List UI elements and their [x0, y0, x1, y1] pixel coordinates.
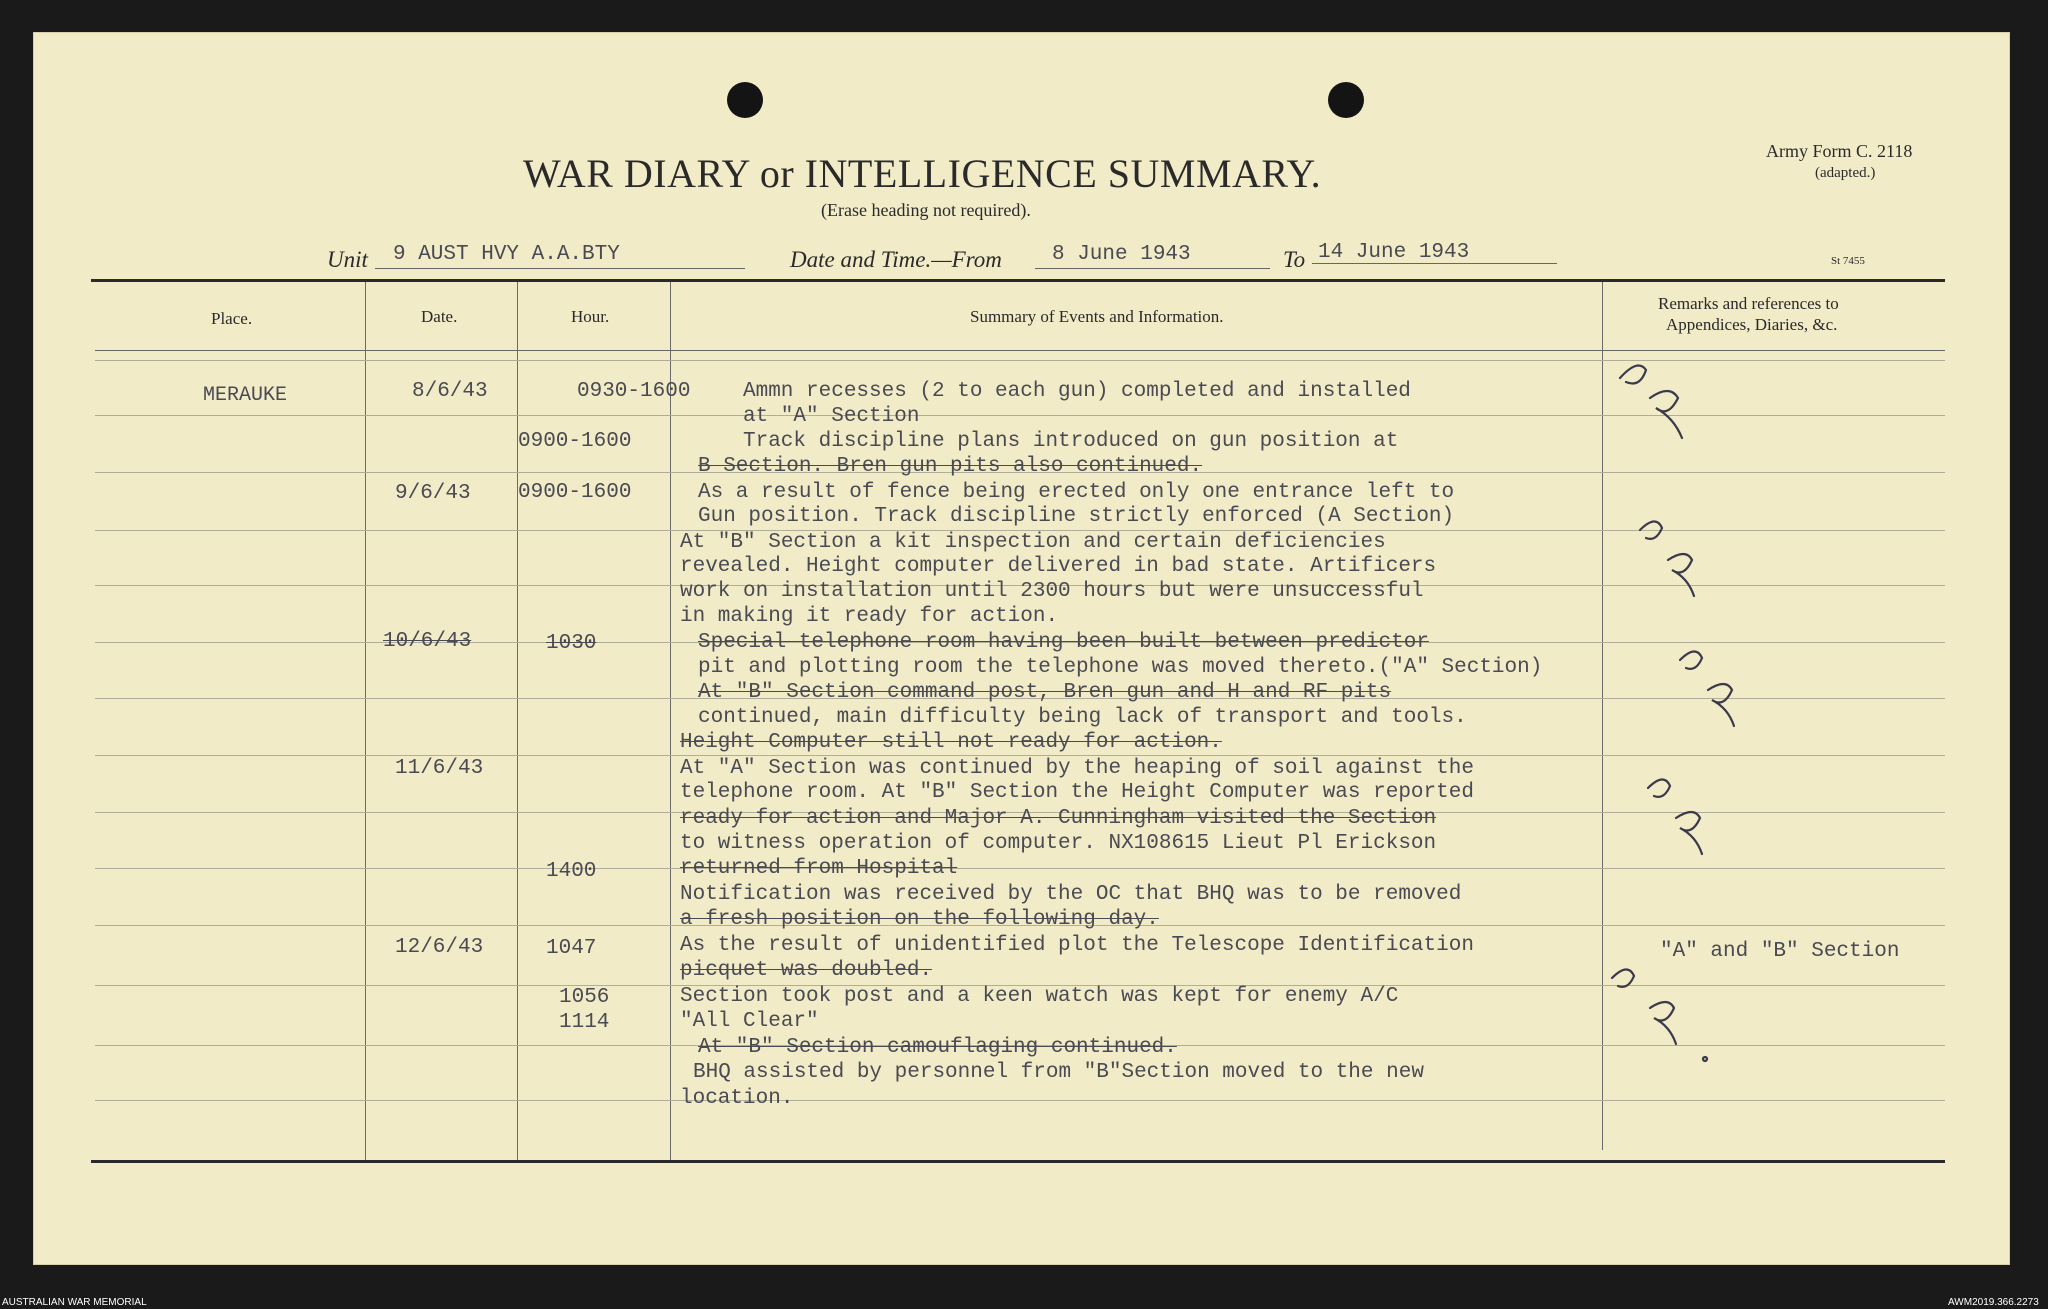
col-divider-4	[1602, 282, 1603, 1150]
date-to-label: To	[1283, 247, 1306, 272]
army-form-number: Army Form C. 2118	[1766, 141, 1913, 161]
ruled-line	[95, 360, 1945, 361]
summary-line: BHQ assisted by personnel from "B"Section moved to the new	[693, 1061, 1424, 1084]
col-divider-2	[517, 282, 518, 1160]
table-bottom-border	[91, 1160, 1945, 1163]
summary-line: At "B" Section command post, Bren gun and H and RF pits	[698, 681, 1392, 704]
col-header-date: Date.	[421, 307, 458, 326]
ruled-line	[95, 755, 1945, 756]
form-title: WAR DIARY or INTELLIGENCE SUMMARY.	[523, 151, 1322, 196]
date-from-label: Date and Time.—From	[790, 247, 1002, 272]
col-header-remarks-1: Remarks and references to	[1658, 294, 1839, 313]
ruled-line	[95, 1100, 1945, 1101]
form-subtitle: (Erase heading not required).	[821, 200, 1031, 220]
summary-line: to witness operation of computer. NX108615 Lieut Pl Erickson	[680, 832, 1437, 855]
entry-hour-4: 1030	[546, 632, 597, 655]
summary-line: Section took post and a keen watch was kept for enemy A/C	[680, 985, 1399, 1008]
entry-hour-8: 1114	[559, 1011, 610, 1034]
table-top-border	[91, 279, 1945, 282]
entry-hour-3: 0900-1600	[518, 481, 632, 504]
summary-line: picquet was doubled.	[680, 959, 933, 982]
summary-line: in making it ready for action.	[680, 605, 1059, 628]
summary-line: B Section. Bren gun pits also continued.	[698, 455, 1203, 478]
summary-line: ready for action and Major A. Cunningham visited the Section	[680, 807, 1437, 830]
summary-line: continued, main difficulty being lack of transport and tools.	[698, 706, 1467, 729]
summary-line: Gun position. Track discipline strictly enforced (A Section)	[698, 505, 1455, 528]
punch-hole-left	[727, 82, 763, 118]
date-to-value: 14 June 1943	[1318, 241, 1470, 264]
entry-hour-5: 1400	[546, 860, 597, 883]
summary-line: At "B" Section a kit inspection and certain deficiencies	[680, 531, 1386, 554]
summary-line: Special telephone room having been built between predictor	[698, 631, 1429, 654]
date-from-value: 8 June 1943	[1052, 243, 1191, 266]
summary-line: pit and plotting room the telephone was moved thereto.("A" Section)	[698, 656, 1543, 679]
punch-hole-right	[1328, 82, 1364, 118]
summary-line: Height Computer still not ready for action.	[680, 731, 1222, 754]
summary-line: At "A" Section was continued by the heaping of soil against the	[680, 757, 1474, 780]
summary-line: at "A" Section	[743, 405, 920, 428]
summary-line: a fresh position on the following day.	[680, 908, 1159, 931]
entry-date-2: 9/6/43	[395, 482, 471, 505]
summary-line: As a result of fence being erected only one entrance left to	[698, 481, 1455, 504]
col-header-remarks-2: Appendices, Diaries, &c.	[1666, 315, 1838, 334]
stock-number: St 7455	[1831, 255, 1865, 267]
remarks-entry: "A" and "B" Section	[1660, 940, 1900, 963]
col-header-place: Place.	[211, 309, 253, 328]
entry-hour-7: 1056	[559, 986, 610, 1009]
entry-date-1: 8/6/43	[412, 380, 488, 403]
summary-line: work on installation until 2300 hours but were unsuccessful	[680, 580, 1424, 603]
summary-line: Track discipline plans introduced on gun position at	[743, 430, 1399, 453]
summary-line: At "B" Section camouflaging continued.	[698, 1036, 1177, 1059]
summary-line: telephone room. At "B" Section the Height Computer was reported	[680, 781, 1474, 804]
col-header-hour: Hour.	[571, 307, 610, 326]
army-form-adapted: (adapted.)	[1815, 165, 1876, 181]
summary-line: Notification was received by the OC that BHQ was to be removed	[680, 883, 1462, 906]
header-row-rule	[95, 350, 1945, 351]
summary-line: returned from Hospital	[680, 857, 958, 880]
col-divider-3	[670, 282, 671, 1160]
entry-hour-1: 0930-1600	[577, 380, 691, 403]
entry-hour-6: 1047	[546, 937, 597, 960]
ruled-line	[95, 415, 1945, 416]
entry-place: MERAUKE	[203, 384, 288, 407]
col-header-summary: Summary of Events and Information.	[970, 307, 1224, 326]
col-divider-1	[365, 282, 366, 1160]
entry-date-5: 12/6/43	[395, 936, 484, 959]
unit-value: 9 AUST HVY A.A.BTY	[393, 243, 620, 266]
unit-underline	[375, 268, 745, 269]
footer-credit: AUSTRALIAN WAR MEMORIAL	[2, 1297, 147, 1308]
entry-date-3: 10/6/43	[383, 630, 472, 653]
entry-hour-2: 0900-1600	[518, 430, 632, 453]
summary-line: As the result of unidentified plot the Telescope Identification	[680, 934, 1474, 957]
ruled-line	[95, 868, 1945, 869]
summary-line: "All Clear"	[680, 1010, 819, 1033]
entry-date-4: 11/6/43	[395, 757, 484, 780]
summary-line: location.	[680, 1087, 794, 1110]
unit-label: Unit	[327, 247, 368, 272]
summary-line: revealed. Height computer delivered in bad state. Artificers	[680, 555, 1437, 578]
footer-accession: AWM2019.366.2273	[1948, 1297, 2039, 1308]
summary-line: Ammn recesses (2 to each gun) completed and installed	[743, 380, 1411, 403]
date-from-underline	[1035, 268, 1270, 269]
